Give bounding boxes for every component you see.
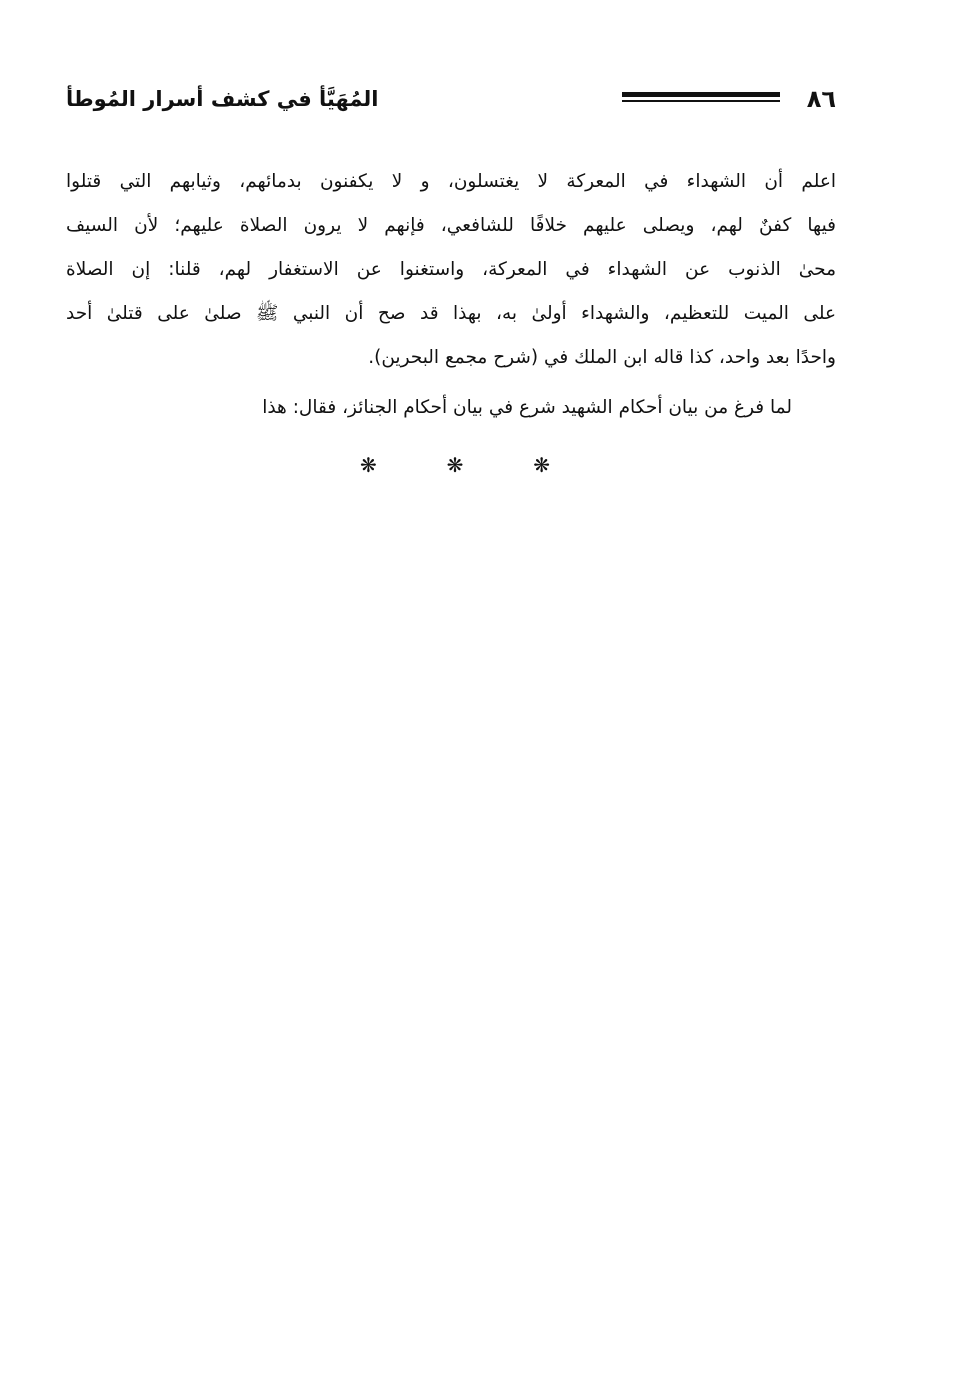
header-rule-thick	[622, 92, 780, 97]
paragraph-line: اعلم أن الشهداء في المعركة لا يغتسلون، و لا يكفنون بدمائهم، وثيابهم التي قتلوا	[66, 171, 836, 192]
running-title: المُهَيَّأ في كشف أسرار المُوطأ	[66, 87, 379, 111]
paragraph-2: لما فرغ من بيان أحكام الشهيد شرع في بيان أحكام الجنائز، فقال: هذا	[262, 397, 792, 418]
paragraph-line: فيها كفنٌ لهم، ويصلى عليهم خلافًا للشافعي، فإنهم لا يرون الصلاة عليهم؛ لأن السيف	[66, 215, 836, 236]
page-number: ٨٦	[806, 85, 836, 113]
header-rule-thin	[622, 100, 780, 102]
page-header	[66, 82, 836, 118]
paragraph-line: واحدًا بعد واحد، كذا قاله ابن الملك في (شرح مجمع البحرين).	[368, 347, 836, 368]
paragraph-line: محىٰ الذنوب عن الشهداء في المعركة، واستغنوا عن الاستغفار لهم، قلنا: إن الصلاة	[66, 259, 836, 280]
header-rule	[622, 92, 780, 104]
star-ornament-icon: ❋	[360, 453, 377, 477]
section-separator	[360, 450, 550, 480]
star-ornament-icon: ❋	[533, 453, 550, 477]
body-text	[66, 160, 836, 430]
paragraph-line: على الميت للتعظيم، والشهداء أولىٰ به، بهذا قد صح أن النبي ﷺ صلىٰ على قتلىٰ أحد	[66, 303, 836, 324]
star-ornament-icon: ❋	[446, 453, 464, 477]
